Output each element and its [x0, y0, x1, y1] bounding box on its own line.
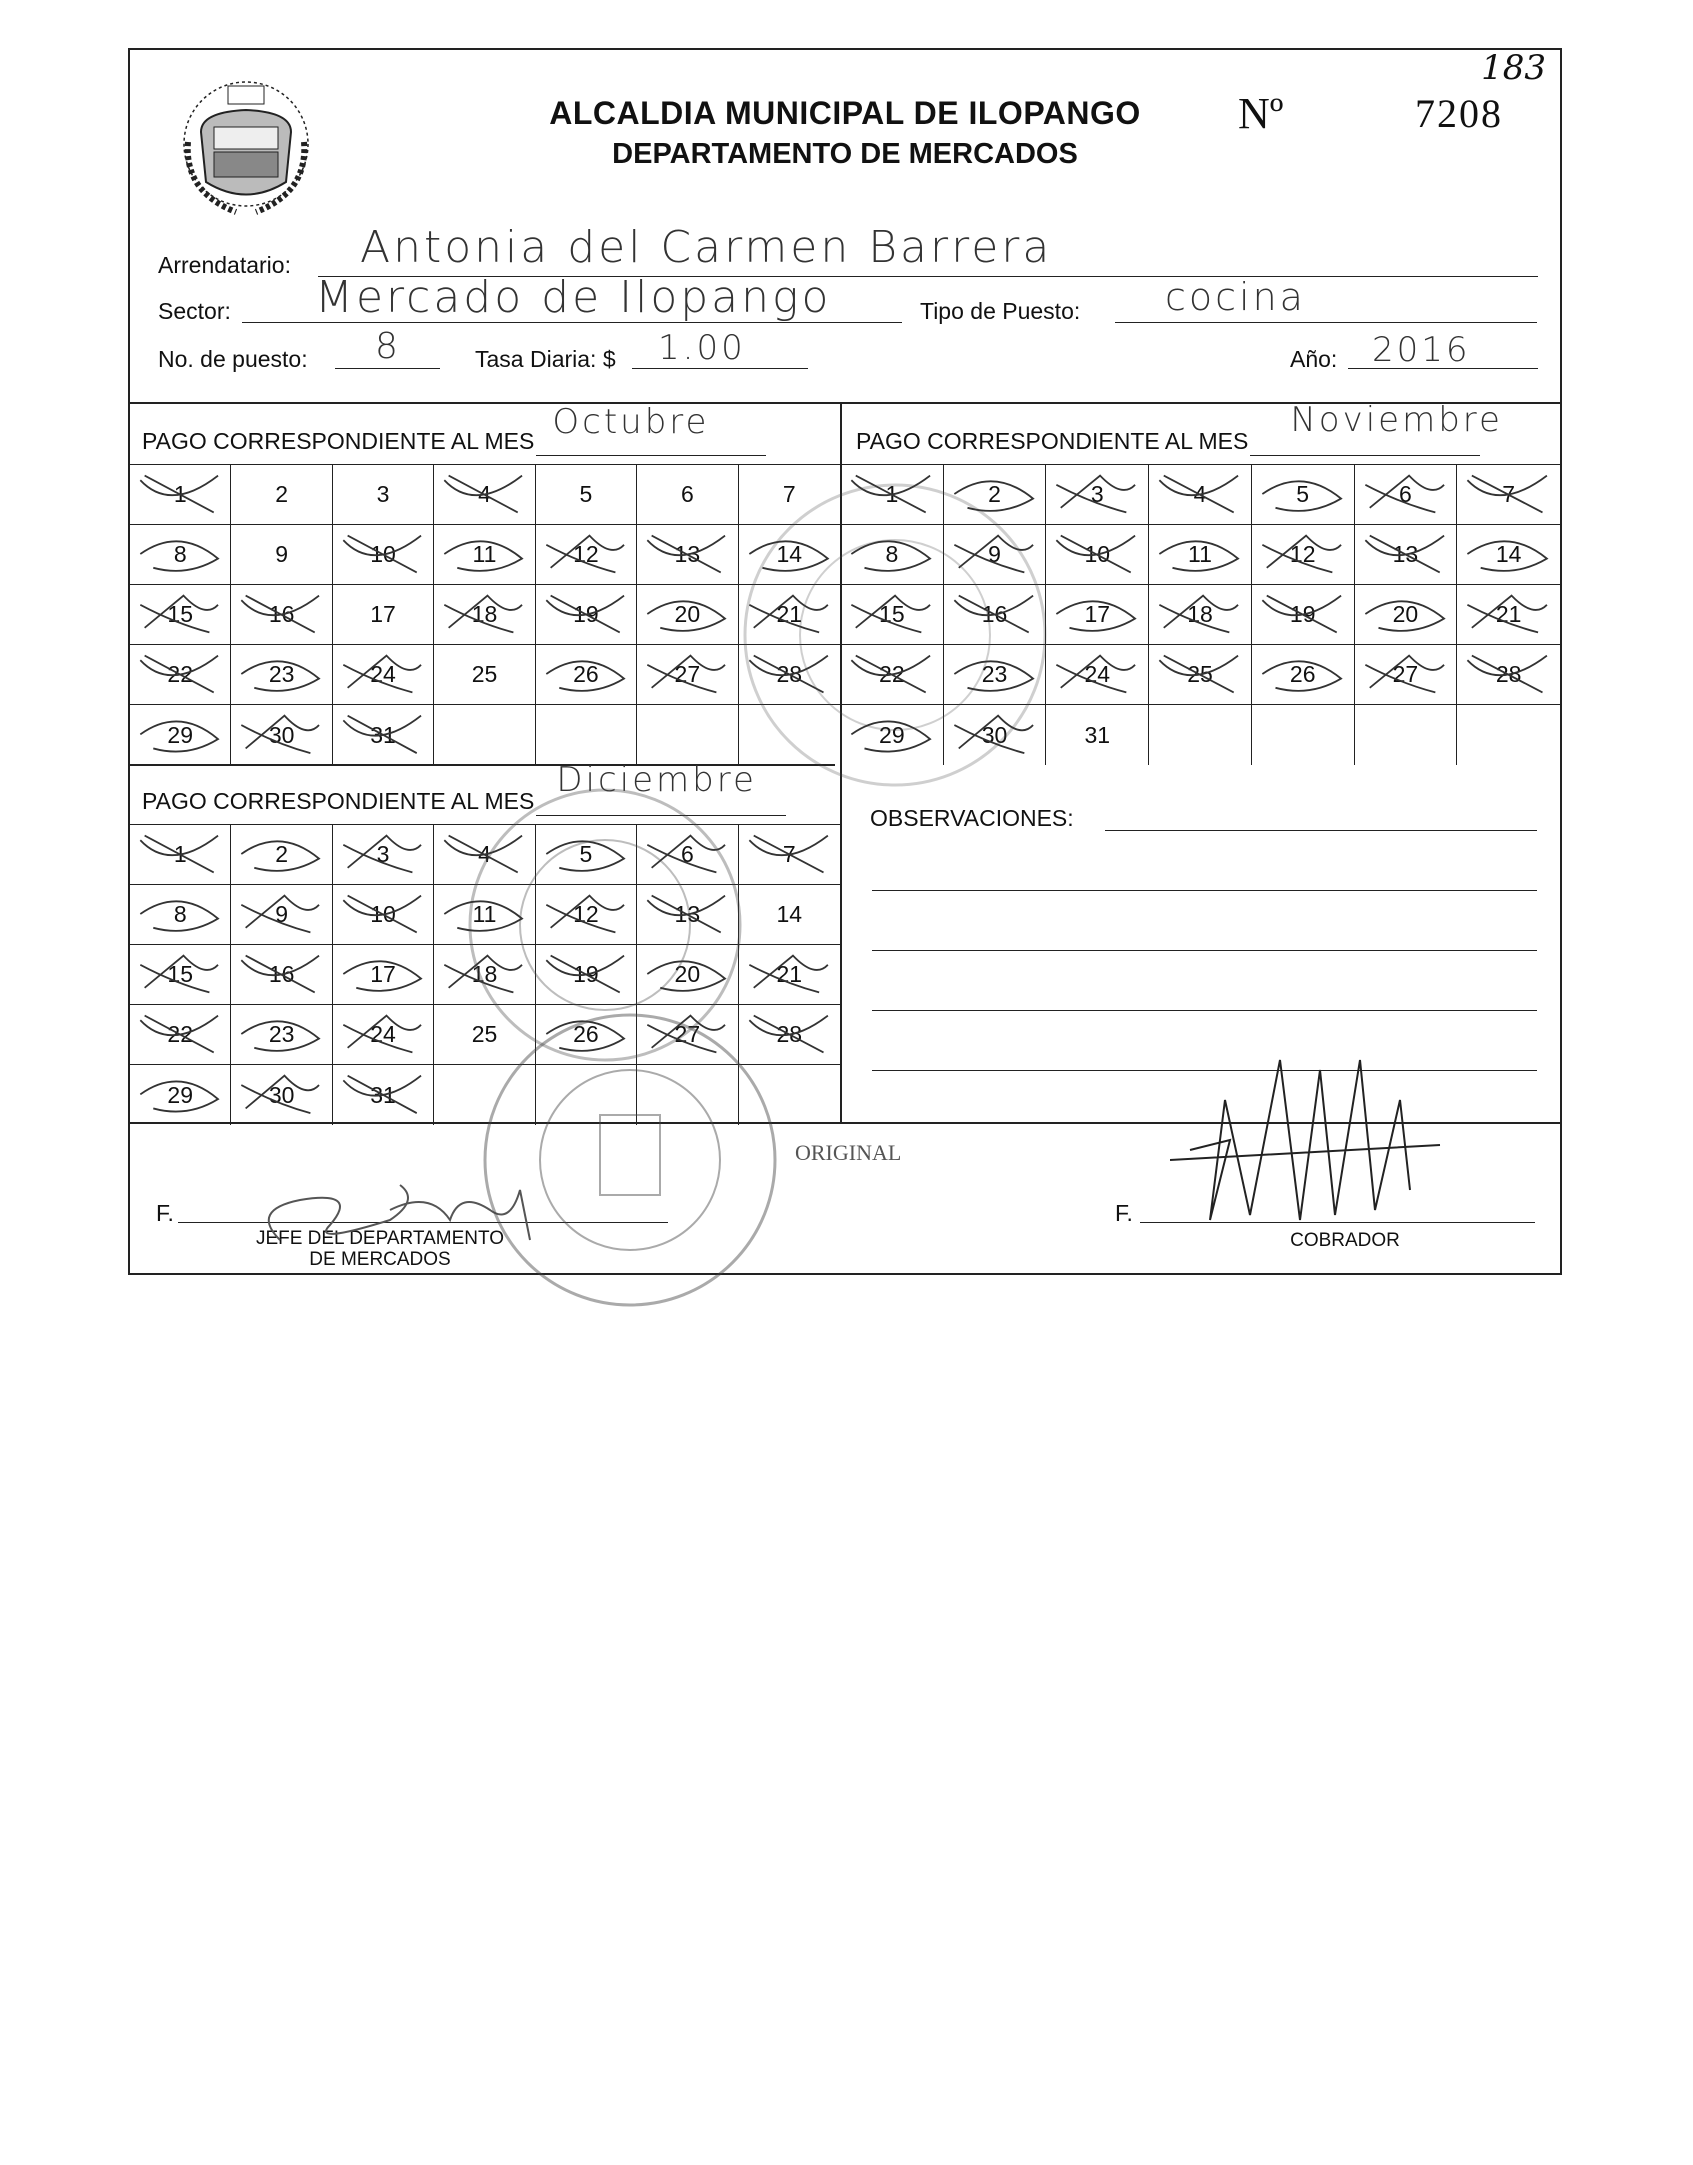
- day-cell: [333, 1065, 434, 1125]
- day-number: 10: [1084, 541, 1111, 567]
- day-number: 1: [173, 841, 187, 867]
- day-number: 30: [268, 1081, 295, 1108]
- day-cell: [841, 465, 944, 525]
- calendar-octubre: [130, 464, 840, 765]
- month-value-diciembre: Diciembre: [556, 760, 757, 800]
- day-number: 20: [674, 601, 701, 627]
- day-cell: [536, 645, 637, 705]
- observaciones-line-2: [872, 890, 1537, 891]
- day-number: 7: [782, 841, 796, 867]
- month-title-noviembre: [856, 400, 1503, 456]
- day-number: 28: [776, 661, 803, 687]
- jefe-label-line2: DE MERCADOS: [309, 1249, 451, 1270]
- tipo-puesto-label: Tipo de Puesto:: [920, 298, 1081, 324]
- tipo-puesto-line: [1115, 322, 1537, 323]
- day-cell: [231, 465, 332, 525]
- day-cell: [536, 885, 637, 945]
- day-cell: [536, 825, 637, 885]
- day-number: 16: [268, 961, 295, 987]
- day-cell: [739, 465, 840, 525]
- day-cell: [231, 1005, 332, 1065]
- puesto-value: 8: [375, 326, 401, 367]
- day-number: 6: [680, 841, 694, 867]
- day-cell: [637, 525, 738, 585]
- receipt-form: [128, 48, 1562, 1275]
- day-number: 2: [988, 481, 1001, 507]
- day-cell: [231, 525, 332, 585]
- day-cell: [333, 465, 434, 525]
- day-cell: [1046, 645, 1149, 705]
- day-number: 19: [573, 601, 599, 627]
- day-number: 12: [573, 901, 599, 927]
- day-number: 21: [776, 601, 803, 627]
- day-cell: [536, 705, 637, 765]
- month-title-diciembre: [142, 760, 786, 816]
- day-cell: [333, 645, 434, 705]
- day-cell: [739, 885, 840, 945]
- day-number: 4: [1193, 481, 1207, 507]
- day-cell: [944, 705, 1047, 765]
- day-number: 11: [472, 901, 497, 927]
- observaciones-line-4: [872, 1010, 1537, 1011]
- day-cell: [231, 885, 332, 945]
- day-cell: [130, 885, 231, 945]
- day-cell: [333, 585, 434, 645]
- day-number: 3: [376, 481, 390, 507]
- day-cell: [1355, 705, 1458, 765]
- day-number: 16: [268, 601, 295, 627]
- day-number: 12: [1289, 541, 1316, 567]
- sector-value: Mercado de Ilopango: [315, 272, 832, 323]
- day-cell: [434, 885, 535, 945]
- day-number: 2: [275, 841, 289, 867]
- arrendatario-value: Antonia del Carmen Barrera: [360, 222, 1053, 273]
- day-cell: [841, 705, 944, 765]
- day-number: 16: [981, 601, 1008, 627]
- day-cell: [841, 585, 944, 645]
- day-cell: [1046, 705, 1149, 765]
- day-cell: [231, 585, 332, 645]
- day-number: 22: [879, 661, 905, 687]
- day-cell: [130, 945, 231, 1005]
- day-cell: [536, 585, 637, 645]
- day-number: 30: [268, 721, 295, 748]
- day-cell: [130, 705, 231, 765]
- day-number: 4: [478, 481, 491, 507]
- day-number: 19: [1289, 601, 1316, 627]
- day-number: 17: [370, 961, 396, 987]
- day-number: 30: [981, 721, 1008, 748]
- day-cell: [739, 645, 840, 705]
- arrendatario-label: Arrendatario:: [158, 252, 291, 278]
- day-number: 26: [1289, 661, 1316, 687]
- day-number: 14: [776, 901, 803, 927]
- day-cell: [841, 525, 944, 585]
- day-number: 3: [1090, 481, 1104, 507]
- day-cell: [231, 1065, 332, 1125]
- day-number: 10: [370, 901, 396, 927]
- day-cell: [637, 1065, 738, 1125]
- day-cell: [1046, 585, 1149, 645]
- day-cell: [637, 465, 738, 525]
- day-cell: [739, 585, 840, 645]
- day-number: 13: [674, 901, 701, 927]
- month-label: PAGO CORRESPONDIENTE AL MES: [142, 788, 535, 814]
- day-cell: [637, 1005, 738, 1065]
- day-number: 31: [370, 1081, 396, 1108]
- jefe-signature-line: [178, 1222, 668, 1223]
- day-cell: [637, 885, 738, 945]
- tasa-value: 1.00: [658, 328, 746, 368]
- day-number: 7: [1502, 481, 1516, 507]
- day-number: 12: [573, 541, 599, 567]
- day-cell: [1252, 585, 1355, 645]
- day-cell: [130, 1065, 231, 1125]
- day-number: 9: [275, 541, 289, 567]
- day-cell: [536, 465, 637, 525]
- day-number: 15: [879, 601, 905, 627]
- day-number: 25: [1187, 661, 1213, 687]
- day-cell: [1252, 645, 1355, 705]
- day-number: 20: [674, 961, 701, 987]
- day-number: 18: [471, 961, 498, 987]
- jefe-label: [230, 1228, 530, 1270]
- day-cell: [1252, 705, 1355, 765]
- day-cell: [130, 1005, 231, 1065]
- day-cell: [434, 585, 535, 645]
- cobrador-label: COBRADOR: [1290, 1230, 1400, 1251]
- day-number: 29: [167, 1081, 193, 1108]
- day-cell: [1457, 645, 1560, 705]
- day-number: 4: [478, 841, 491, 867]
- day-cell: [536, 945, 637, 1005]
- day-cell: [637, 705, 738, 765]
- day-number: 9: [275, 901, 289, 927]
- day-cell: [1355, 465, 1458, 525]
- day-cell: [739, 705, 840, 765]
- day-number: 23: [981, 661, 1008, 687]
- day-cell: [333, 885, 434, 945]
- day-cell: [739, 525, 840, 585]
- day-cell: [130, 465, 231, 525]
- day-number: 19: [573, 961, 599, 987]
- day-cell: [536, 525, 637, 585]
- day-number: 28: [1495, 661, 1522, 687]
- day-number: 22: [167, 1021, 193, 1047]
- day-number: 18: [1187, 601, 1213, 627]
- day-number: 10: [370, 541, 396, 567]
- day-number: 23: [268, 661, 295, 687]
- day-number: 9: [988, 541, 1001, 567]
- day-number: 31: [370, 721, 396, 748]
- day-cell: [1355, 585, 1458, 645]
- day-number: 24: [370, 1021, 396, 1047]
- day-number: 5: [1296, 481, 1310, 507]
- day-number: 2: [275, 481, 289, 507]
- day-cell: [434, 645, 535, 705]
- day-number: 22: [167, 661, 193, 687]
- day-cell: [434, 525, 535, 585]
- day-cell: [739, 1005, 840, 1065]
- day-cell: [637, 585, 738, 645]
- f-right-label: F.: [1115, 1200, 1133, 1226]
- day-number: 6: [680, 481, 694, 507]
- number-label: Nº: [1238, 89, 1284, 138]
- day-number: 23: [268, 1021, 295, 1047]
- day-number: 21: [1495, 601, 1522, 627]
- day-cell: [739, 1065, 840, 1125]
- cobrador-signature-line: [1140, 1222, 1535, 1223]
- day-cell: [231, 705, 332, 765]
- day-number: 27: [674, 661, 701, 687]
- day-number: 6: [1399, 481, 1412, 507]
- day-cell: [1355, 525, 1458, 585]
- day-cell: [536, 1005, 637, 1065]
- anio-label: Año:: [1290, 346, 1338, 372]
- day-cell: [637, 945, 738, 1005]
- day-number: 5: [579, 841, 593, 867]
- day-number: 24: [370, 661, 396, 687]
- tipo-puesto-value: cocina: [1165, 275, 1306, 319]
- day-cell: [1457, 525, 1560, 585]
- day-cell: [434, 705, 535, 765]
- tasa-label: Tasa Diaria: $: [475, 346, 616, 372]
- day-cell: [333, 1005, 434, 1065]
- day-number: 17: [370, 601, 396, 627]
- day-cell: [1149, 585, 1252, 645]
- day-cell: [841, 645, 944, 705]
- observaciones-line-1: [1105, 830, 1537, 831]
- observaciones-line-5: [872, 1070, 1537, 1071]
- day-cell: [434, 465, 535, 525]
- day-number: 25: [471, 661, 498, 687]
- day-number: 11: [472, 541, 497, 567]
- month-title-octubre: [142, 402, 766, 456]
- month-label: PAGO CORRESPONDIENTE AL MES: [142, 428, 535, 454]
- day-number: 3: [376, 841, 390, 867]
- day-cell: [1149, 525, 1252, 585]
- day-number: 14: [1495, 541, 1522, 567]
- day-number: 28: [776, 1021, 803, 1047]
- day-cell: [130, 525, 231, 585]
- header-subtitle: DEPARTAMENTO DE MERCADOS: [612, 138, 1078, 170]
- day-cell: [1457, 705, 1560, 765]
- f-left-label: F.: [156, 1200, 174, 1226]
- month-value-octubre: Octubre: [552, 402, 710, 442]
- day-cell: [1252, 525, 1355, 585]
- day-cell: [944, 645, 1047, 705]
- anio-value: 2016: [1372, 330, 1471, 370]
- day-number: 27: [674, 1021, 701, 1047]
- day-number: 26: [573, 661, 599, 687]
- day-number: 18: [471, 601, 498, 627]
- day-cell: [231, 645, 332, 705]
- day-cell: [1355, 645, 1458, 705]
- observaciones-label: OBSERVACIONES:: [870, 805, 1074, 831]
- day-cell: [1149, 465, 1252, 525]
- day-number: 31: [1084, 721, 1111, 748]
- day-number: 20: [1392, 601, 1419, 627]
- day-cell: [130, 585, 231, 645]
- receipt-number: 7208: [1415, 91, 1503, 136]
- day-cell: [944, 465, 1047, 525]
- day-cell: [944, 585, 1047, 645]
- day-cell: [1149, 705, 1252, 765]
- day-cell: [1457, 465, 1560, 525]
- day-number: 7: [782, 481, 796, 507]
- day-number: 8: [173, 901, 187, 927]
- day-cell: [637, 645, 738, 705]
- day-cell: [1046, 525, 1149, 585]
- day-number: 25: [471, 1021, 498, 1047]
- jefe-label-line1: JEFE DEL DEPARTAMENTO: [255, 1228, 505, 1249]
- day-number: 15: [167, 961, 193, 987]
- day-number: 27: [1392, 661, 1419, 687]
- day-number: 5: [579, 481, 593, 507]
- month-label: PAGO CORRESPONDIENTE AL MES: [856, 428, 1249, 454]
- day-cell: [333, 825, 434, 885]
- day-number: 29: [167, 721, 193, 748]
- day-number: 13: [1392, 541, 1419, 567]
- day-cell: [231, 945, 332, 1005]
- day-cell: [333, 945, 434, 1005]
- day-cell: [231, 825, 332, 885]
- day-cell: [739, 825, 840, 885]
- day-cell: [637, 825, 738, 885]
- day-number: 26: [573, 1021, 599, 1047]
- day-cell: [130, 825, 231, 885]
- day-cell: [434, 1005, 535, 1065]
- day-cell: [434, 945, 535, 1005]
- corner-handwritten-number: 183: [1481, 48, 1546, 88]
- header-title: ALCALDIA MUNICIPAL DE ILOPANGO: [549, 95, 1141, 131]
- day-cell: [944, 525, 1047, 585]
- day-cell: [434, 825, 535, 885]
- day-cell: [333, 705, 434, 765]
- day-number: 13: [674, 541, 701, 567]
- day-number: 29: [879, 721, 905, 748]
- day-number: 14: [776, 541, 803, 567]
- day-cell: [1252, 465, 1355, 525]
- calendar-noviembre: [841, 464, 1560, 765]
- original-label: ORIGINAL: [795, 1140, 902, 1165]
- day-number: 8: [173, 541, 187, 567]
- day-number: 24: [1084, 661, 1111, 687]
- puesto-label: No. de puesto:: [158, 346, 308, 372]
- day-cell: [1457, 585, 1560, 645]
- tasa-line: [632, 368, 808, 369]
- day-number: 1: [173, 481, 187, 507]
- day-cell: [333, 525, 434, 585]
- puesto-line: [335, 368, 440, 369]
- day-cell: [1149, 645, 1252, 705]
- day-number: 15: [167, 601, 193, 627]
- day-number: 21: [776, 961, 803, 987]
- calendar-diciembre: [130, 824, 840, 1125]
- day-number: 17: [1084, 601, 1111, 627]
- observaciones-line-3: [872, 950, 1537, 951]
- day-cell: [536, 1065, 637, 1125]
- day-number: 11: [1188, 541, 1212, 567]
- day-cell: [434, 1065, 535, 1125]
- day-cell: [1046, 465, 1149, 525]
- day-cell: [130, 645, 231, 705]
- month-value-noviembre: Noviembre: [1290, 400, 1503, 440]
- day-cell: [739, 945, 840, 1005]
- day-number: 1: [885, 481, 899, 507]
- sector-label: Sector:: [158, 298, 231, 324]
- day-number: 8: [885, 541, 899, 567]
